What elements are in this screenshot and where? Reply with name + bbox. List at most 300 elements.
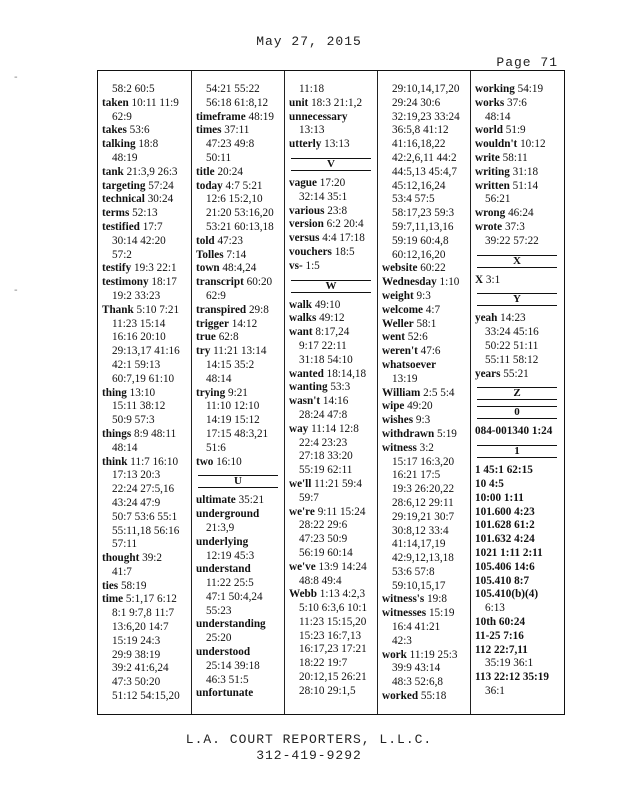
index-entry: vouchers 18:5 <box>289 245 355 258</box>
index-continuation: 59:10,15,17 <box>392 579 446 592</box>
index-continuation: 28:24 47:8 <box>299 408 348 421</box>
index-entry: transpired 29:8 <box>196 303 269 316</box>
index-continuation: 51:6 <box>206 441 226 454</box>
index-entry: trying 9:21 <box>196 386 248 399</box>
index-entry: transcript 60:20 <box>196 276 273 289</box>
index-continuation: 55:11 58:12 <box>485 353 539 366</box>
index-term: ties <box>102 579 119 592</box>
index-entry: try 11:21 13:14 <box>196 345 267 358</box>
index-entry: wanted 18:14,18 <box>289 367 367 380</box>
index-term: wrong <box>475 207 506 220</box>
index-continuation: 29:10,14,17,20 <box>392 83 460 95</box>
index-term: true <box>196 331 216 344</box>
index-entry: 10 4:5 <box>475 477 504 490</box>
index-term: yeah <box>475 312 498 325</box>
index-entry: worked 55:18 <box>382 690 447 703</box>
index-entry: unnecessary <box>289 110 348 123</box>
index-term: wanting <box>289 381 328 394</box>
index-entry: testimony 18:17 <box>102 276 177 289</box>
index-term: wanted <box>289 367 324 380</box>
index-continuation: 48:14 <box>485 110 511 123</box>
index-term: timeframe <box>196 110 246 123</box>
index-entry: unit 18:3 21:1,2 <box>289 96 363 109</box>
index-term: ultimate <box>196 494 236 507</box>
index-term: time <box>102 593 124 606</box>
index-term: version <box>289 218 324 231</box>
index-term: thought <box>102 552 140 565</box>
index-term: world <box>475 124 503 137</box>
index-term: utterly <box>289 138 322 151</box>
index-continuation: 56:18 61:8,12 <box>206 96 269 109</box>
index-term: targeting <box>102 179 146 192</box>
index-continuation: 42:9,12,13,18 <box>392 552 454 565</box>
index-continuation: 22:4 23:23 <box>299 436 348 449</box>
index-entry: weren't 47:6 <box>382 345 441 358</box>
index-term: working <box>475 83 515 95</box>
index-continuation: 18:22 19:7 <box>299 657 348 670</box>
index-term: trigger <box>196 317 229 330</box>
index-term: weren't <box>382 345 418 358</box>
index-continuation: 39:9 43:14 <box>392 662 441 675</box>
word-index-table <box>97 70 565 715</box>
index-entry: 105.410(b)(4) <box>475 588 539 601</box>
index-entry: William 2:5 5:4 <box>382 386 455 399</box>
index-continuation: 27:18 33:20 <box>299 450 353 463</box>
index-entry: town 48:4,24 <box>196 262 257 275</box>
index-entry: 1 45:1 62:15 <box>475 464 533 477</box>
index-term: work <box>382 648 407 661</box>
index-entry: title 20:24 <box>196 165 243 178</box>
index-entry: testify 19:3 22:1 <box>102 262 177 275</box>
index-continuation: 47:23 50:9 <box>299 533 348 546</box>
index-continuation: 42:3 <box>392 634 412 647</box>
index-continuation: 59:7 <box>299 491 319 504</box>
index-continuation: 20:12,15 26:21 <box>299 671 367 684</box>
index-continuation: 15:17 16:3,20 <box>392 455 455 468</box>
index-continuation: 6:13 <box>485 602 505 615</box>
index-column-4 <box>377 71 470 714</box>
index-entry: wouldn't 10:12 <box>475 138 546 151</box>
index-continuation: 53:21 60:13,18 <box>206 220 274 233</box>
index-continuation: 48:14 <box>206 372 232 385</box>
index-term: X <box>475 273 484 286</box>
index-continuation: 60:12,16,20 <box>392 248 446 261</box>
index-continuation: 47:3 50:20 <box>112 676 161 689</box>
index-entry: underlying <box>196 535 249 548</box>
index-entry: written 51:14 <box>475 179 539 192</box>
index-entry: tank 21:3,9 26:3 <box>102 165 178 178</box>
index-term: went <box>382 331 405 344</box>
index-continuation: 57:2 <box>112 248 132 261</box>
index-entry: understood <box>196 646 251 659</box>
index-column-3 <box>284 71 377 714</box>
index-term: Webb <box>289 588 317 601</box>
index-term: thing <box>102 386 127 399</box>
index-entry: 105.406 14:6 <box>475 560 535 573</box>
index-entry: Tolles 7:14 <box>196 248 247 261</box>
index-entry: version 6:2 20:4 <box>289 218 364 231</box>
index-entry: years 55:21 <box>475 367 529 380</box>
index-continuation: 58:2 60:5 <box>112 83 155 95</box>
index-continuation: 29:19,21 30:7 <box>392 510 455 523</box>
index-continuation: 62:9 <box>206 289 226 302</box>
index-entry: witness's 19:8 <box>382 593 447 606</box>
index-continuation: 48:3 52:6,8 <box>392 676 443 689</box>
index-term: transpired <box>196 303 247 316</box>
index-continuation: 48:8 49:4 <box>299 574 342 587</box>
index-continuation: 51:12 54:15,20 <box>112 690 180 703</box>
index-continuation: 15:23 16:7,13 <box>299 629 362 642</box>
index-entry: wanting 53:3 <box>289 381 351 394</box>
footer-company: L.A. COURT REPORTERS, L.L.C. <box>185 732 433 747</box>
letter-section-divider: Y <box>477 293 557 306</box>
index-continuation: 53:4 57:5 <box>392 193 435 206</box>
index-entry: witnesses 15:19 <box>382 607 455 620</box>
index-term: times <box>196 124 222 137</box>
index-continuation: 42:2,6,11 44:2 <box>392 151 457 164</box>
index-continuation: 36:5,8 41:12 <box>392 124 449 137</box>
index-term: two <box>196 455 214 468</box>
index-entry: wipe 49:20 <box>382 400 433 413</box>
index-continuation: 35:19 36:1 <box>485 657 534 670</box>
index-continuation: 57:11 <box>112 538 138 551</box>
index-continuation: 45:12,16,24 <box>392 179 446 192</box>
index-continuation: 11:18 <box>299 83 325 95</box>
letter-section-divider: 1 <box>477 445 557 458</box>
index-entry: targeting 57:24 <box>102 179 174 192</box>
index-continuation: 16:4 41:21 <box>392 621 441 634</box>
index-continuation: 9:17 22:11 <box>299 339 347 352</box>
index-entry: various 23:8 <box>289 204 348 217</box>
index-entry: world 51:9 <box>475 124 526 137</box>
index-continuation: 25:20 <box>206 632 232 645</box>
index-column-2 <box>191 71 284 714</box>
index-entry: 113 22:12 35:19 <box>475 671 549 684</box>
index-term: works <box>475 96 505 109</box>
index-column-1 <box>98 71 191 714</box>
index-entry: timeframe 48:19 <box>196 110 274 123</box>
index-term: testimony <box>102 276 149 289</box>
index-entry: walks 49:12 <box>289 312 345 325</box>
index-term: write <box>475 151 500 164</box>
letter-section-divider: U <box>198 475 278 488</box>
index-continuation: 48:14 <box>112 441 138 454</box>
index-entry: way 11:14 12:8 <box>289 422 359 435</box>
index-entry: testified 17:7 <box>102 220 163 233</box>
index-entry: told 47:23 <box>196 234 243 247</box>
index-term: things <box>102 427 132 440</box>
index-continuation: 12:19 45:3 <box>206 549 255 562</box>
index-entry: walk 49:10 <box>289 298 341 311</box>
index-continuation: 50:9 57:3 <box>112 414 155 427</box>
index-entry: we're 9:11 15:24 <box>289 505 366 518</box>
index-term: weight <box>382 289 414 302</box>
index-entry: 084-001340 1:24 <box>475 425 553 438</box>
index-continuation: 21:20 53:16,20 <box>206 207 274 220</box>
index-entry: witness 3:2 <box>382 441 434 454</box>
index-entry: talking 18:8 <box>102 138 159 151</box>
index-term: Wednesday <box>382 276 437 289</box>
index-entry: times 37:11 <box>196 124 250 137</box>
index-term: wishes <box>382 414 414 427</box>
letter-section-divider: V <box>291 158 371 171</box>
index-entry: 101.628 61:2 <box>475 519 535 532</box>
index-continuation: 50:11 <box>206 151 232 164</box>
margin-mark: - <box>14 285 18 296</box>
index-term: walks <box>289 312 317 325</box>
index-entry: write 58:11 <box>475 151 528 164</box>
index-entry: whatsoever <box>382 358 437 371</box>
index-term: Weller <box>382 317 414 330</box>
letter-section-divider: W <box>291 280 371 293</box>
index-term: try <box>196 345 211 358</box>
index-continuation: 50:22 51:11 <box>485 339 539 352</box>
index-term: witness <box>382 441 417 454</box>
index-term: we've <box>289 560 316 573</box>
index-entry: 1021 1:11 2:11 <box>475 546 543 559</box>
index-entry: two 16:10 <box>196 455 242 468</box>
index-entry: think 11:7 16:10 <box>102 455 179 468</box>
index-term: wasn't <box>289 395 321 408</box>
index-entry: today 4:7 5:21 <box>196 179 263 192</box>
index-entry: 11-25 7:16 <box>475 629 524 642</box>
index-term: various <box>289 204 325 217</box>
letter-section-divider: 0 <box>477 406 557 419</box>
index-entry: things 8:9 48:11 <box>102 427 177 440</box>
index-column-5 <box>470 71 563 714</box>
index-entry: trigger 14:12 <box>196 317 258 330</box>
index-continuation: 16:16 20:10 <box>112 331 166 344</box>
index-continuation: 28:10 29:1,5 <box>299 684 356 697</box>
index-entry: thing 13:10 <box>102 386 156 399</box>
index-continuation: 39:2 41:6,24 <box>112 662 169 675</box>
index-entry: 101.632 4:24 <box>475 533 535 546</box>
index-continuation: 29:13,17 41:16 <box>112 345 180 358</box>
index-entry: time 5:1,17 6:12 <box>102 593 177 606</box>
index-continuation: 13:13 <box>299 124 325 137</box>
index-term: testified <box>102 220 140 233</box>
index-continuation: 54:21 55:22 <box>206 83 260 95</box>
index-entry: 10:00 1:11 <box>475 491 524 504</box>
index-continuation: 41:7 <box>112 565 132 578</box>
index-entry: technical 30:24 <box>102 193 174 206</box>
index-continuation: 62:9 <box>112 110 132 123</box>
index-continuation: 11:10 12:10 <box>206 400 260 413</box>
index-continuation: 17:15 48:3,21 <box>206 427 269 440</box>
index-continuation: 46:3 51:5 <box>206 673 249 686</box>
index-entry: utterly 13:13 <box>289 138 350 151</box>
index-continuation: 11:22 25:5 <box>206 577 254 590</box>
index-entry: understand <box>196 563 251 576</box>
index-continuation: 55:23 <box>206 604 232 617</box>
index-entry: versus 4:4 17:18 <box>289 232 365 245</box>
index-entry: X 3:1 <box>475 273 501 286</box>
index-continuation: 12:6 15:2,10 <box>206 193 263 206</box>
index-term: town <box>196 262 220 275</box>
index-term: we're <box>289 505 315 518</box>
index-term: wrote <box>475 220 503 233</box>
index-entry: terms 52:13 <box>102 207 158 220</box>
index-continuation: 32:19,23 33:24 <box>392 110 460 123</box>
index-term: takes <box>102 124 127 137</box>
index-entry: Webb 1:13 4:2,3 <box>289 588 366 601</box>
index-continuation: 30:8,12 33:4 <box>392 524 449 537</box>
index-term: taken <box>102 96 129 109</box>
index-continuation: 28:22 29:6 <box>299 519 348 532</box>
index-term: want <box>289 326 313 339</box>
index-entry: want 8:17,24 <box>289 326 350 339</box>
index-continuation: 17:13 20:3 <box>112 469 161 482</box>
index-term: think <box>102 455 128 468</box>
index-term: Tolles <box>196 248 224 261</box>
index-term: walk <box>289 298 313 311</box>
index-continuation: 39:22 57:22 <box>485 234 539 247</box>
index-term: written <box>475 179 510 192</box>
index-entry: working 54:19 <box>475 83 544 95</box>
index-continuation: 56:19 60:14 <box>299 546 353 559</box>
page-number: Page 71 <box>496 55 558 70</box>
index-term: told <box>196 234 215 247</box>
index-continuation: 55:19 62:11 <box>299 464 353 477</box>
index-continuation: 41:16,18,22 <box>392 138 446 151</box>
index-term: years <box>475 367 501 380</box>
index-term: we'll <box>289 477 312 490</box>
index-continuation: 8:1 9:7,8 11:7 <box>112 607 175 620</box>
index-continuation: 60:7,19 61:10 <box>112 372 175 385</box>
letter-section-divider: Z <box>477 387 557 400</box>
index-term: wipe <box>382 400 405 413</box>
index-continuation: 28:6,12 29:11 <box>392 496 454 509</box>
index-continuation: 16:17,23 17:21 <box>299 643 367 656</box>
index-continuation: 32:14 35:1 <box>299 190 348 203</box>
index-continuation: 47:23 49:8 <box>206 138 255 151</box>
index-term: technical <box>102 193 145 206</box>
index-entry: 10th 60:24 <box>475 615 526 628</box>
index-entry: website 60:22 <box>382 262 446 275</box>
index-continuation: 44:5,13 45:4,7 <box>392 165 457 178</box>
index-term: wouldn't <box>475 138 518 151</box>
index-continuation: 56:21 <box>485 193 511 206</box>
index-entry: Wednesday 1:10 <box>382 276 460 289</box>
index-entry: Weller 58:1 <box>382 317 437 330</box>
index-continuation: 31:18 54:10 <box>299 353 353 366</box>
index-term: terms <box>102 207 130 220</box>
index-term: writing <box>475 165 510 178</box>
index-continuation: 11:23 15:14 <box>112 317 166 330</box>
index-continuation: 29:24 30:6 <box>392 96 441 109</box>
index-continuation: 58:17,23 59:3 <box>392 207 455 220</box>
index-continuation: 19:3 26:20,22 <box>392 483 455 496</box>
index-continuation: 50:7 53:6 55:1 <box>112 510 178 523</box>
index-term: worked <box>382 690 419 703</box>
index-continuation: 36:1 <box>485 684 505 697</box>
index-term: unit <box>289 96 309 109</box>
index-continuation: 59:7,11,13,16 <box>392 220 454 233</box>
index-continuation: 42:1 59:13 <box>112 358 161 371</box>
index-entry: we've 13:9 14:24 <box>289 560 367 573</box>
index-term: witnesses <box>382 607 427 620</box>
index-entry: welcome 4:7 <box>382 303 441 316</box>
index-continuation: 14:19 15:12 <box>206 414 260 427</box>
index-entry: 112 22:7,11 <box>475 643 528 656</box>
index-term: witness's <box>382 593 425 606</box>
index-entry: taken 10:11 11:9 <box>102 96 179 109</box>
index-continuation: 22:24 27:5,16 <box>112 483 175 496</box>
index-continuation: 15:11 38:12 <box>112 400 166 413</box>
index-term: tank <box>102 165 124 178</box>
index-term: vs- <box>289 259 303 272</box>
index-continuation: 13:19 <box>392 372 418 385</box>
index-entry: withdrawn 5:19 <box>382 427 457 440</box>
index-entry: yeah 14:23 <box>475 312 526 325</box>
index-entry: true 62:8 <box>196 331 239 344</box>
index-continuation: 16:21 17:5 <box>392 469 441 482</box>
index-continuation: 25:14 39:18 <box>206 659 260 672</box>
index-term: transcript <box>196 276 244 289</box>
index-term: testify <box>102 262 132 275</box>
index-continuation: 29:9 38:19 <box>112 648 161 661</box>
index-entry: unfortunate <box>196 687 254 700</box>
index-entry: weight 9:3 <box>382 289 431 302</box>
margin-mark: - <box>14 72 18 83</box>
index-continuation: 59:19 60:4,8 <box>392 234 449 247</box>
index-continuation: 43:24 47:9 <box>112 496 161 509</box>
index-continuation: 11:23 15:15,20 <box>299 615 367 628</box>
index-entry: 101.600 4:23 <box>475 505 535 518</box>
index-term: title <box>196 165 215 178</box>
index-term: welcome <box>382 303 423 316</box>
index-continuation: 55:11,18 56:16 <box>112 524 180 537</box>
index-continuation: 30:14 42:20 <box>112 234 166 247</box>
index-continuation: 47:1 50:4,24 <box>206 590 263 603</box>
footer-phone: 312-419-9292 <box>256 748 362 763</box>
index-term: way <box>289 422 309 435</box>
index-entry: work 11:19 25:3 <box>382 648 458 661</box>
index-term: trying <box>196 386 226 399</box>
index-continuation: 5:10 6:3,6 10:1 <box>299 602 368 615</box>
index-term: vague <box>289 176 317 189</box>
deposition-date: May 27, 2015 <box>256 34 362 49</box>
index-entry: ultimate 35:21 <box>196 494 265 507</box>
index-entry: Thank 5:10 7:21 <box>102 303 180 316</box>
index-term: vouchers <box>289 245 332 258</box>
index-continuation: 21:3,9 <box>206 521 235 534</box>
index-entry: thought 39:2 <box>102 552 162 565</box>
index-continuation: 14:15 35:2 <box>206 358 255 371</box>
index-continuation: 13:6,20 14:7 <box>112 621 169 634</box>
index-term: Thank <box>102 303 134 316</box>
index-entry: vs- 1:5 <box>289 259 320 272</box>
index-term: William <box>382 386 421 399</box>
index-entry: underground <box>196 508 260 521</box>
index-continuation: 48:19 <box>112 151 138 164</box>
index-entry: wrote 37:3 <box>475 220 525 233</box>
index-term: today <box>196 179 223 192</box>
index-entry: wishes 9:3 <box>382 414 431 427</box>
index-entry: we'll 11:21 59:4 <box>289 477 362 490</box>
index-entry: writing 31:18 <box>475 165 539 178</box>
index-continuation: 53:6 57:8 <box>392 565 435 578</box>
index-term: versus <box>289 232 320 245</box>
index-continuation: 33:24 45:16 <box>485 326 539 339</box>
index-term: withdrawn <box>382 427 435 440</box>
index-entry: takes 53:6 <box>102 124 150 137</box>
index-entry: wasn't 14:16 <box>289 395 349 408</box>
index-continuation: 41:14,17,19 <box>392 538 446 551</box>
index-term: talking <box>102 138 136 151</box>
index-entry: 105.410 8:7 <box>475 574 530 587</box>
index-entry: ties 58:19 <box>102 579 147 592</box>
